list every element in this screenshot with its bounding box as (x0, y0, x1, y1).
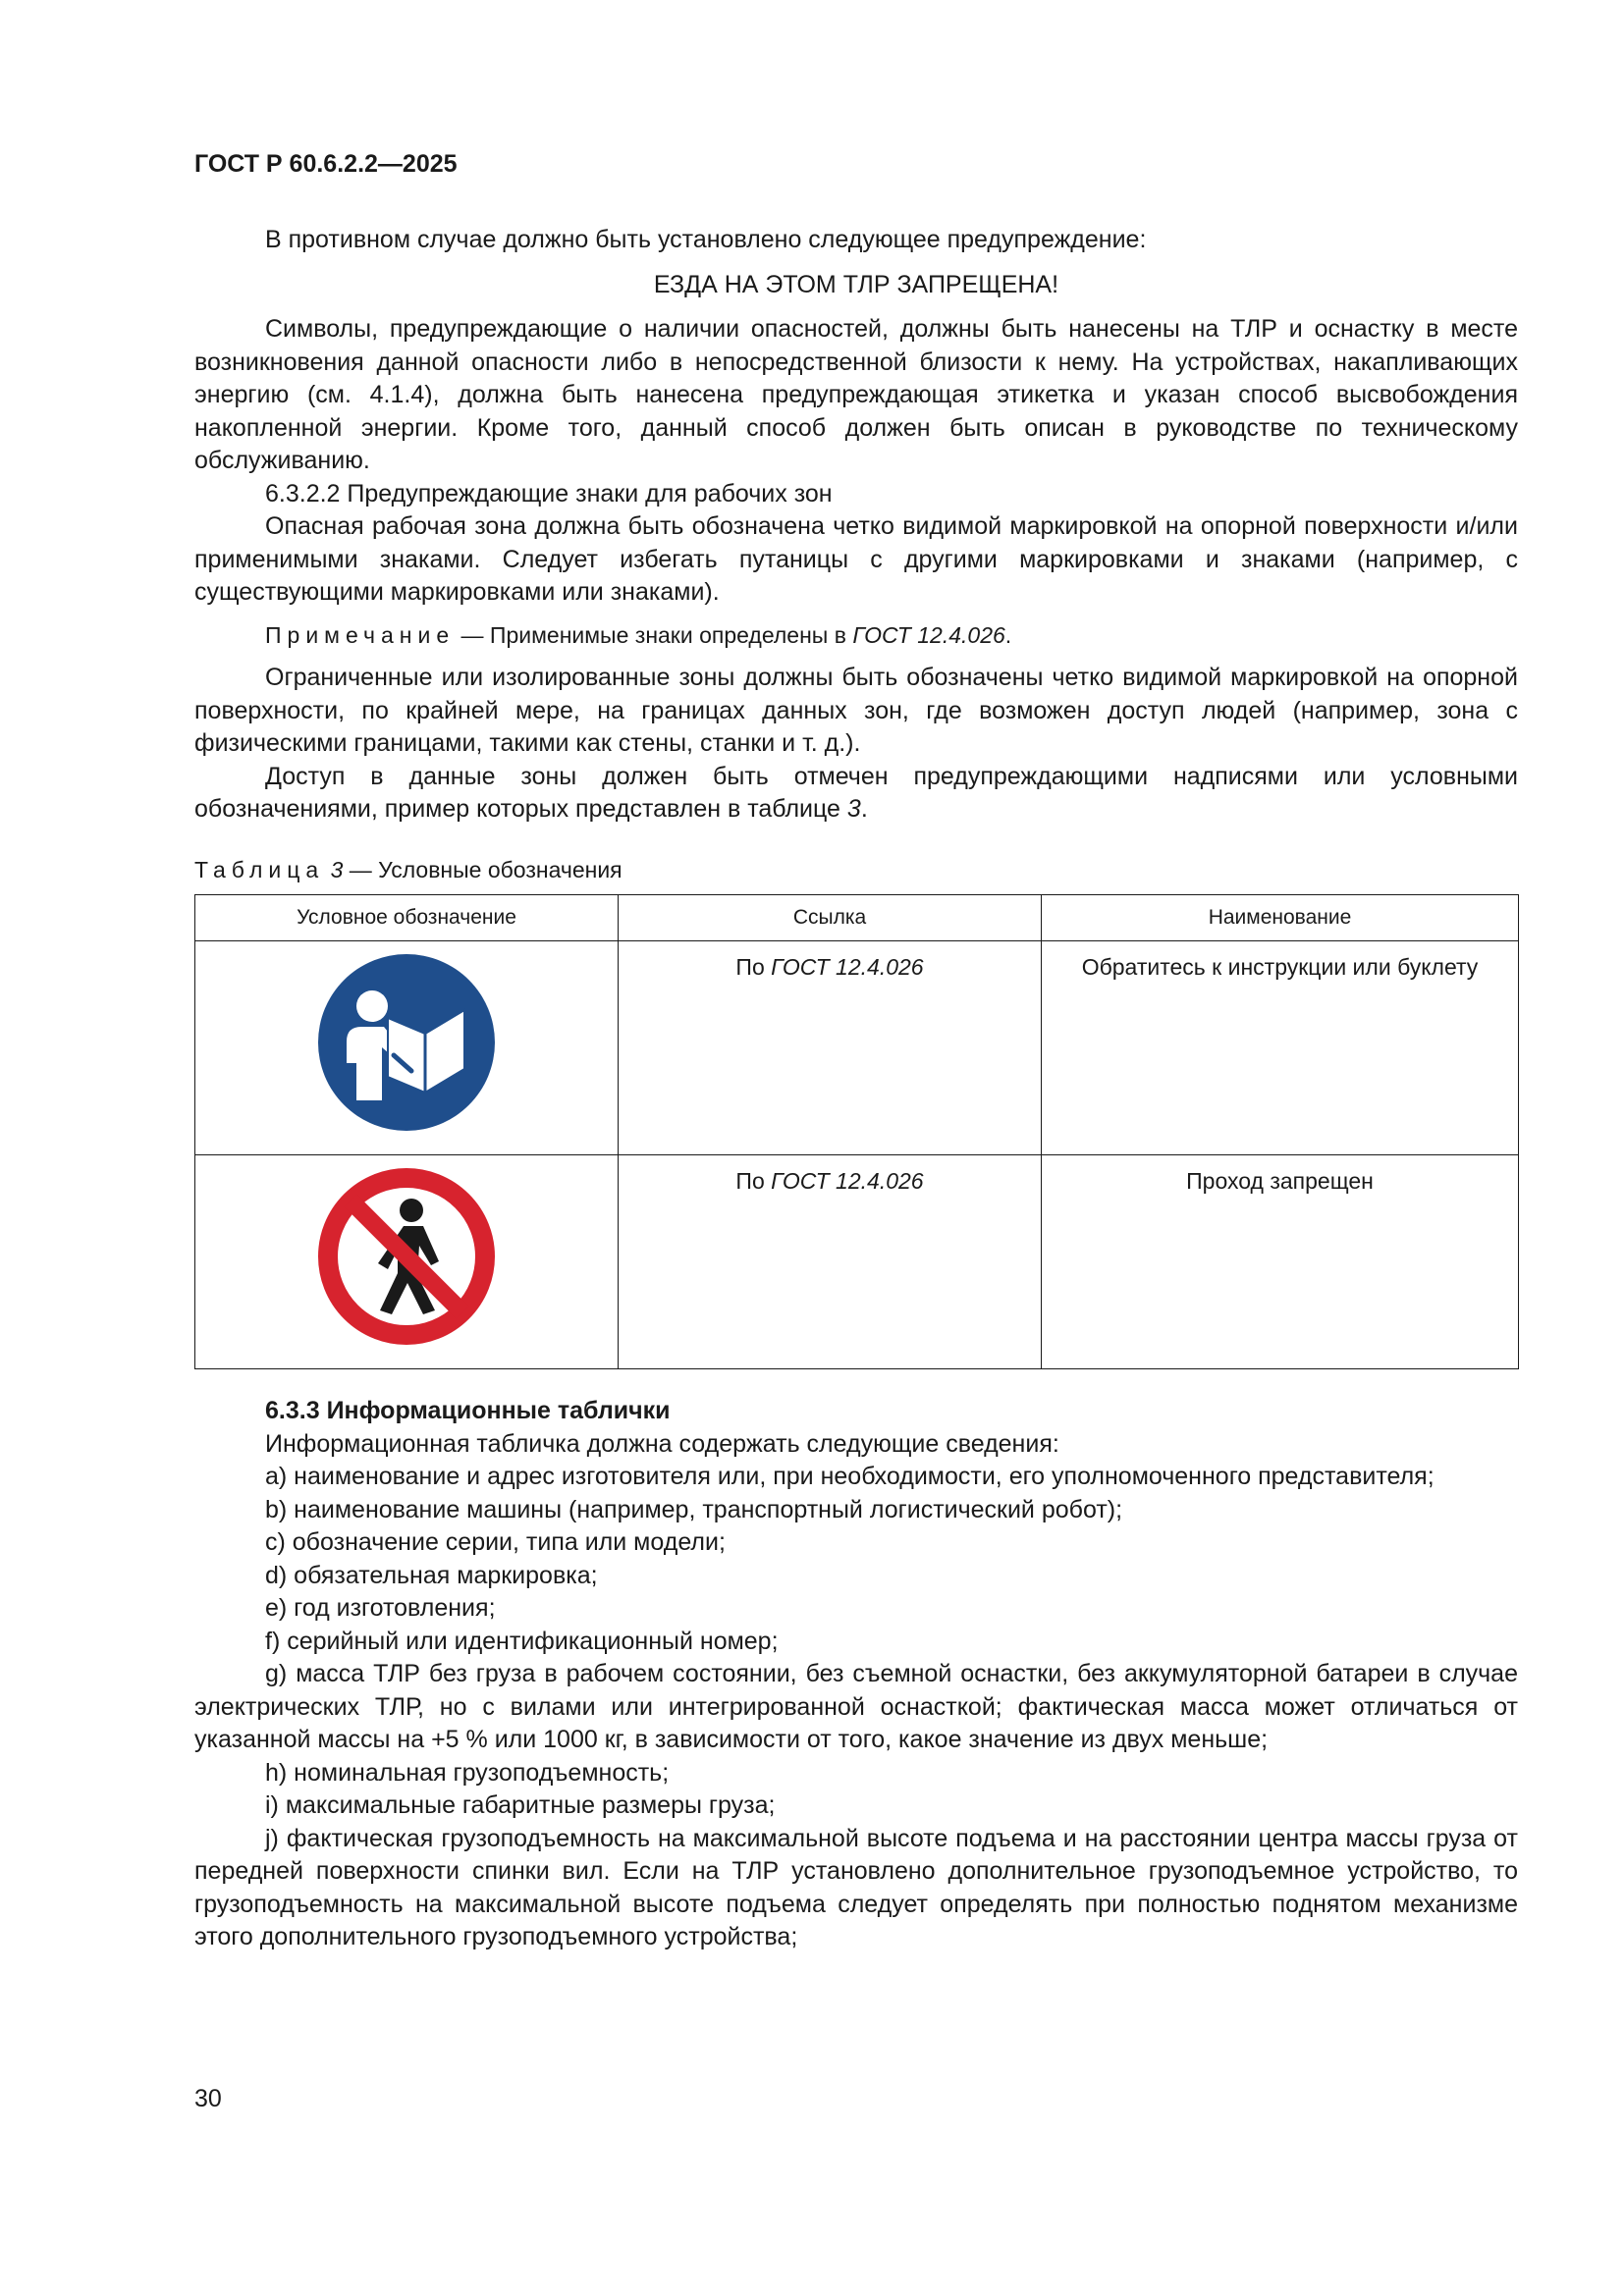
document-code: ГОСТ Р 60.6.2.2—2025 (194, 150, 458, 178)
table-caption-number: 3 (330, 856, 344, 882)
section-6-3-3-heading (194, 1395, 1518, 1428)
paragraph-zone: Опасная рабочая зона должна быть обозначена четко видимой маркировкой на опорной поверхности и/или применимыми знаками. Следует избегать путаницы с другими маркировками и знаками (например, с существующими маркировками или знаками). (194, 512, 1518, 606)
list-item: i) максимальные габаритные размеры груза; (265, 1791, 776, 1819)
list-item: d) обязательная маркировка; (265, 1561, 598, 1589)
section-6-3-2-2-heading: 6.3.2.2 Предупреждающие знаки для рабочих зон (265, 479, 833, 507)
table-caption-label: Таблица (194, 856, 325, 882)
note-ref: ГОСТ 12.4.026 (852, 621, 1005, 648)
consult-instructions-icon (317, 953, 496, 1132)
table-row (195, 941, 1519, 1155)
list-item: a) наименование и адрес изготовителя или, при необходимости, его уполномоченного представителя; (265, 1463, 1435, 1490)
note-end: . (1004, 621, 1012, 648)
section-title: Информационные таблички (326, 1397, 671, 1424)
access-end: . (860, 795, 868, 823)
name-cell: Проход запрещен (1042, 1155, 1519, 1369)
symbol-cell (195, 941, 619, 1155)
table-header-row (195, 895, 1519, 941)
column-header-name: Наименование (1042, 895, 1519, 941)
paragraph-otherwise: В противном случае должно быть установлено следующее предупреждение: (265, 226, 1147, 253)
note-text: Применимые знаки определены в (489, 621, 853, 648)
paragraph-limited-zones: Ограниченные или изолированные зоны должны быть обозначены четко видимой маркировкой на опорной поверхности, по крайней мере, на границах данных зон, где возможен доступ людей (например, зона с физическими границами, такими как стены, станки и т. д.). (194, 664, 1518, 757)
note-dash: — (455, 621, 490, 648)
no-pedestrian-access-icon (317, 1167, 496, 1346)
warning-text: ЕЗДА НА ЭТОМ ТЛР ЗАПРЕЩЕНА! (653, 270, 1059, 298)
column-header-reference: Ссылка (619, 895, 1042, 941)
note (265, 619, 1518, 653)
access-table-ref: 3 (846, 795, 861, 823)
access-text: Доступ в данные зоны должен быть отмечен предупреждающими надписями или условными обозначениями, пример которых представлен в таблице (194, 762, 1518, 823)
symbol-cell (195, 1155, 619, 1369)
list-item: c) обозначение серии, типа или модели; (265, 1528, 726, 1556)
note-label: Примечание (265, 621, 456, 648)
paragraph-access (194, 761, 1518, 827)
list-item: b) наименование машины (например, транспортный логистический робот); (265, 1495, 1123, 1523)
section-number: 6.3.3 (265, 1397, 320, 1424)
list-item: f) серийный или идентификационный номер; (265, 1627, 779, 1655)
table-row (195, 1155, 1519, 1369)
page-number: 30 (194, 2085, 222, 2112)
reference-text: ГОСТ 12.4.026 (771, 1168, 924, 1194)
table-caption-text: — Условные обозначения (343, 856, 623, 882)
name-cell: Обратитесь к инструкции или буклету (1042, 941, 1519, 1155)
reference-cell (619, 941, 1042, 1155)
table-caption (194, 854, 1518, 887)
paragraph-info-plate: Информационная табличка должна содержать следующие сведения: (265, 1429, 1059, 1458)
symbols-table (194, 894, 1519, 1369)
list-item: h) номинальная грузоподъемность; (265, 1758, 670, 1787)
reference-cell (619, 1155, 1042, 1369)
list-item: j) фактическая грузоподъемность на максимальной высоте подъема и на расстоянии центра массы груза от передней поверхности спинки вил. Если на ТЛР установлено дополнительное грузоподъемное устройство, то грузоподъемность на максимальной высоте подъема следует определять при полностью поднятом механизме этого дополнительного грузоподъемного устройства; (194, 1824, 1518, 1950)
page-body (194, 224, 1518, 1954)
list-item: e) год изготовления; (265, 1594, 496, 1622)
paragraph-symbols: Символы, предупреждающие о наличии опасностей, должны быть нанесены на ТЛР и оснастку в месте возникновения данной опасности либо в непосредственной близости к нему. На устройствах, накапливающих энергию (см. 4.1.4), должна быть нанесена предупреждающая этикетка и указан способ высвобождения накопленной энергии. Кроме того, данный способ должен быть описан в руководстве по техническому обслуживанию. (194, 315, 1518, 474)
reference-text: ГОСТ 12.4.026 (771, 954, 924, 980)
reference-prefix: По (735, 1168, 772, 1194)
reference-prefix: По (735, 954, 772, 980)
list-item: g) масса ТЛР без груза в рабочем состоянии, без съемной оснастки, без аккумуляторной батареи в случае электрических ТЛР, но с вилами или интегрированной оснасткой; фактическая масса может отличаться от указанной массы на +5 % или 1000 кг, в зависимости от того, какое значение из двух меньше; (194, 1660, 1518, 1753)
column-header-symbol: Условное обозначение (195, 895, 619, 941)
